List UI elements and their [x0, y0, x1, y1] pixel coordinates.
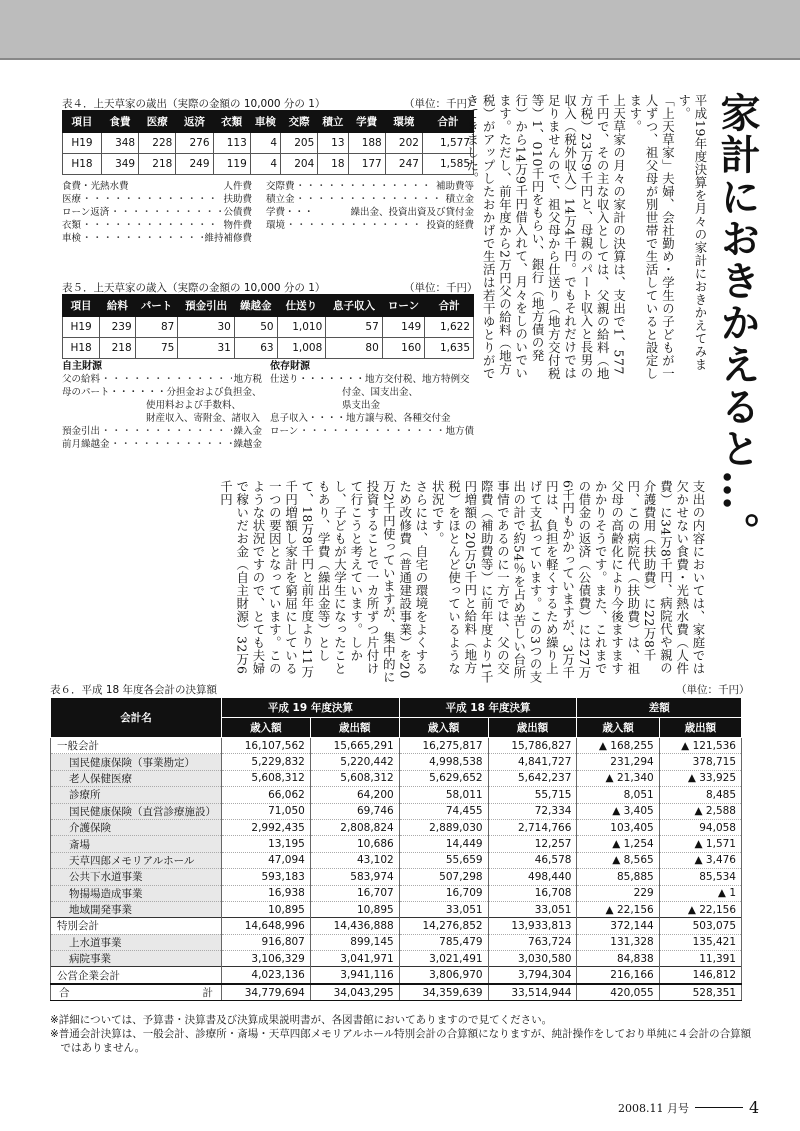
col-h18-revenue: 歳入額 [399, 718, 488, 738]
t4-header-cell: 医療 [139, 111, 176, 133]
table-cell: 1,585 [422, 154, 473, 175]
amount-cell: 10,686 [310, 836, 399, 852]
table-cell: 204 [281, 154, 318, 175]
amount-cell: 4,841,727 [488, 754, 577, 770]
t4-header-cell: 食費 [101, 111, 138, 133]
dependent-revenue-heading: 依存財源 [270, 361, 310, 372]
table-row [51, 738, 742, 754]
article-para-3: 上天草家の月々の家計の決算は、支出で1、577千円で、その主な収入としては、父親の給料（地方税）23万9千円と、母親のパート収入と長男の収入（税外収入）14万4千円。でもそれだけでは足りませんので、祖父母から仕送り（地方交付税等）1、010千円をもらい、銀行（地方債の発行）から14万9千円借入れて、月々をしのいでいます。ただし、前年度から2万円父の給料（地方税）がアップしたおかげで生活は若干ゆとりができてきました。 [464, 94, 627, 380]
amount-cell: 3,021,491 [399, 951, 488, 967]
amount-cell: 66,062 [222, 787, 311, 803]
amount-cell: 16,707 [310, 885, 399, 901]
col-group-diff: 差額 [577, 698, 742, 718]
amount-cell: 3,941,116 [310, 967, 399, 984]
leader-dots [101, 373, 232, 386]
table-row [51, 951, 742, 967]
legend-entry [62, 232, 252, 245]
table-row [63, 317, 474, 338]
table-cell: 1,010 [277, 317, 326, 338]
col-group-h18: 平成 18 年度決算 [399, 698, 577, 718]
leader-dots [296, 193, 445, 206]
table-row [51, 934, 742, 950]
table-cell: 218 [139, 154, 176, 175]
amount-cell: 2,889,030 [399, 819, 488, 835]
table-cell: 50 [234, 317, 277, 338]
legend-meaning: 公債費 [223, 207, 252, 218]
account-name: 介護保険 [51, 819, 222, 835]
account-name: 特別会計 [51, 918, 222, 934]
legend-continuation: 使用料および手数料、 [146, 400, 242, 411]
legend-entry [266, 219, 474, 232]
table-cell: 177 [348, 154, 385, 175]
amount-cell: ▲ 33,925 [659, 770, 741, 786]
leader-dots [111, 438, 233, 451]
t4-header-cell: 合計 [422, 111, 473, 133]
amount-cell: 4,023,136 [222, 967, 311, 984]
legend-term: 前月繰越金 [62, 439, 110, 450]
amount-cell: 14,449 [399, 836, 488, 852]
amount-cell: 916,807 [222, 934, 311, 950]
amount-cell: ▲ 2,588 [659, 803, 741, 819]
table-cell: 13 [318, 133, 348, 154]
amount-cell: ▲ 21,340 [577, 770, 659, 786]
legend-entry [62, 193, 252, 206]
expenditure-legend [62, 180, 474, 245]
amount-cell: 14,276,852 [399, 918, 488, 934]
amount-cell: 503,075 [659, 918, 741, 934]
amount-cell: 47,094 [222, 852, 311, 868]
legend-term: 衣類 [62, 220, 82, 231]
table-cell: 228 [139, 133, 176, 154]
legend-entry [266, 180, 474, 193]
account-name: 天草四郎メモリアルホール [51, 852, 222, 868]
table-row [51, 918, 742, 934]
table-cell: 30 [178, 317, 235, 338]
table-cell: 18 [318, 154, 348, 175]
amount-cell: 103,405 [577, 819, 659, 835]
footer-rule [695, 1107, 743, 1108]
legend-term: 預金引出 [62, 426, 101, 437]
total-amount: 34,779,694 [222, 984, 311, 1001]
legend-continuation: 付金、国支出金、 [342, 387, 419, 398]
table-cell: 276 [176, 133, 213, 154]
amount-cell: 55,659 [399, 852, 488, 868]
amount-cell: 46,578 [488, 852, 577, 868]
table-row [51, 787, 742, 803]
legend-entry [266, 193, 474, 206]
legend-term: 食費・光熱水費 [62, 181, 129, 192]
legend-term: 交際費 [266, 181, 295, 192]
amount-cell: 16,275,817 [399, 738, 488, 754]
t4-header-cell: 車検 [250, 111, 280, 133]
header-band [0, 0, 800, 58]
col-account-name: 会計名 [51, 698, 222, 738]
legend-entry [62, 438, 262, 451]
table-cell: 218 [100, 338, 136, 359]
table-cell: 113 [213, 133, 250, 154]
amount-cell: 14,648,996 [222, 918, 311, 934]
table-cell: 348 [101, 133, 138, 154]
t5-header-cell: 預金引出 [178, 295, 235, 317]
legend-line [62, 219, 474, 232]
table-row [51, 819, 742, 835]
amount-cell: 12,257 [488, 836, 577, 852]
amount-cell: ▲ 22,156 [659, 901, 741, 917]
footnote-1: ※詳細については、予算書・決算書及び決算成果説明書が、各図書館においてありますので見てください。 [50, 1014, 553, 1026]
legend-continuation: 財産収入、寄附金、諸収入 [146, 413, 261, 424]
amount-cell: 5,642,237 [488, 770, 577, 786]
total-amount: 420,055 [577, 984, 659, 1001]
amount-cell: 58,011 [399, 787, 488, 803]
account-name: 地域開発事業 [51, 901, 222, 917]
page-number: 4 [748, 1098, 760, 1117]
table-cell: 57 [326, 317, 383, 338]
table-cell: H19 [63, 317, 100, 338]
table-cell: 4 [250, 154, 280, 175]
leader-dots [82, 193, 222, 206]
amount-cell: 8,485 [659, 787, 741, 803]
amount-cell: 146,812 [659, 967, 741, 984]
legend-term: 積立金 [266, 194, 295, 205]
amount-cell: 5,629,652 [399, 770, 488, 786]
t5-header-cell: ローン [382, 295, 424, 317]
header-divider [0, 58, 800, 60]
amount-cell: 378,715 [659, 754, 741, 770]
total-label: 合 計 [51, 984, 222, 1001]
amount-cell: ▲ 3,476 [659, 852, 741, 868]
table-cell: 87 [135, 317, 178, 338]
account-name: 老人保健医療 [51, 770, 222, 786]
amount-cell: 2,714,766 [488, 819, 577, 835]
table-row [51, 852, 742, 868]
amount-cell: 2,992,435 [222, 819, 311, 835]
table-cell: 239 [100, 317, 136, 338]
amount-cell: 16,709 [399, 885, 488, 901]
table-cell: H18 [63, 338, 100, 359]
legend-entry [270, 425, 474, 438]
col-h19-revenue: 歳入額 [222, 718, 311, 738]
amount-cell: 5,608,312 [222, 770, 311, 786]
t4-header-cell: 返済 [176, 111, 213, 133]
table-cell: 31 [178, 338, 235, 359]
account-name: 物揚場造成事業 [51, 885, 222, 901]
amount-cell: 84,838 [577, 951, 659, 967]
amount-cell: 583,974 [310, 869, 399, 885]
t5-header-cell: 繰越金 [234, 295, 277, 317]
article-body-upper [464, 94, 708, 380]
legend-term: ローン返済 [62, 207, 110, 218]
amount-cell: 10,895 [222, 901, 311, 917]
legend-meaning: 繰入金 [233, 426, 262, 437]
amount-cell: 5,229,832 [222, 754, 311, 770]
legend-line [62, 193, 474, 206]
table-cell: 349 [101, 154, 138, 175]
account-name: 公営企業会計 [51, 967, 222, 984]
legend-term: 車検 [62, 233, 82, 244]
legend-entry [266, 206, 474, 219]
amount-cell: 85,534 [659, 869, 741, 885]
table-row [63, 154, 474, 175]
amount-cell: 10,895 [310, 901, 399, 917]
amount-cell: 3,794,304 [488, 967, 577, 984]
amount-cell: 131,328 [577, 934, 659, 950]
legend-meaning: 繰越金 [233, 439, 262, 450]
own-revenue-heading: 自主財源 [62, 361, 102, 372]
account-name: 国民健康保険（直営診療施設） [51, 803, 222, 819]
table4-unit: （単位：千円） [404, 98, 478, 110]
amount-cell: 2,808,824 [310, 819, 399, 835]
table-row [51, 770, 742, 786]
amount-cell: 33,051 [488, 901, 577, 917]
table-row [51, 836, 742, 852]
t4-header-cell: 交際 [281, 111, 318, 133]
table-cell: 75 [135, 338, 178, 359]
legend-line [62, 180, 474, 193]
col-diff-expenditure: 歳出額 [659, 718, 741, 738]
article-title: 家計におきかえると…。 [714, 92, 761, 554]
amount-cell: 71,050 [222, 803, 311, 819]
table-row [51, 803, 742, 819]
legend-term: 学費・・・ [266, 207, 314, 218]
table-cell: 249 [176, 154, 213, 175]
total-amount: 34,359,639 [399, 984, 488, 1001]
leader-dots [299, 425, 444, 438]
table4-caption: 表４．上天草家の歳出（実際の金額の 10,000 分の 1） [62, 98, 326, 110]
amount-cell: 43,102 [310, 852, 399, 868]
revenue-table [62, 294, 474, 359]
legend-entry [62, 206, 252, 219]
col-h18-expenditure: 歳出額 [488, 718, 577, 738]
table-row [51, 754, 742, 770]
t5-header-cell: 合計 [425, 295, 474, 317]
amount-cell: 498,440 [488, 869, 577, 885]
table6-caption: 表６．平成 18 年度各会計の決算額 [50, 684, 218, 696]
table-row [63, 338, 474, 359]
table-row [63, 133, 474, 154]
amount-cell: 4,998,538 [399, 754, 488, 770]
table-cell: 205 [281, 133, 318, 154]
account-name: 一般会計 [51, 738, 222, 754]
issue-label: 2008.11 月号 [618, 1101, 689, 1115]
t5-header-cell: パート [135, 295, 178, 317]
table-cell: 1,635 [425, 338, 474, 359]
legend-continuation: 県支出金 [342, 400, 381, 411]
page-footer [618, 1098, 759, 1117]
amount-cell: 74,455 [399, 803, 488, 819]
footnotes [50, 1013, 760, 1055]
amount-cell: 16,708 [488, 885, 577, 901]
legend-entry [62, 180, 252, 193]
legend-entry: 息子収入・・・・地方譲与税、各種交付金 [270, 413, 451, 424]
legend-entry [62, 425, 262, 438]
amount-cell: ▲ 1,571 [659, 836, 741, 852]
amount-cell: ▲ 121,536 [659, 738, 741, 754]
legend-meaning: 地方債 [445, 426, 474, 437]
amount-cell: ▲ 1 [659, 885, 741, 901]
amount-cell: 8,051 [577, 787, 659, 803]
amount-cell: 14,436,888 [310, 918, 399, 934]
legend-term: 環境 [266, 220, 286, 231]
amount-cell: ▲ 1,254 [577, 836, 659, 852]
t4-header-cell: 学費 [348, 111, 385, 133]
leader-dots [82, 219, 222, 232]
table-cell: H19 [63, 133, 102, 154]
amount-cell: 763,724 [488, 934, 577, 950]
amount-cell: 11,391 [659, 951, 741, 967]
t4-header-cell: 衣類 [213, 111, 250, 133]
legend-meaning: 地方税 [233, 374, 262, 385]
total-row [51, 984, 742, 1001]
total-amount: 34,043,295 [310, 984, 399, 1001]
leader-dots [82, 232, 203, 245]
table-cell: 160 [382, 338, 424, 359]
account-name: 斎場 [51, 836, 222, 852]
total-amount: 528,351 [659, 984, 741, 1001]
t5-header-cell: 給料 [100, 295, 136, 317]
legend-entry [266, 232, 474, 245]
amount-cell: ▲ 8,565 [577, 852, 659, 868]
article-para-5: さらには、自宅の環境をよくするため改修費（普通建設事業）を20万2千円使っていますが、集中的に投資することで一カ所ずつ片付けて行こうと考えています。しかし、子どもが大学生になったこともあり、学費（繰出金等）として、18万8千円と前年度より11万千円増額し家計を窮屈にしている一つの要因となっています。このような状況ですので、とても夫婦で稼いだお金（自主財源）32万6千円 [218, 480, 429, 684]
leader-dots [110, 206, 222, 219]
t4-header-cell: 環境 [385, 111, 422, 133]
account-name: 上水道事業 [51, 934, 222, 950]
amount-cell: 94,058 [659, 819, 741, 835]
legend-entry: 母のパート・・・・・・分担金および負担金、 [62, 387, 262, 398]
amount-cell: 3,806,970 [399, 967, 488, 984]
amount-cell: 55,715 [488, 787, 577, 803]
legend-meaning: 扶助費 [223, 194, 252, 205]
table6-unit: （単位：千円） [676, 684, 750, 696]
table-cell: 119 [213, 154, 250, 175]
legend-entry: 仕送り・・・・・・・地方交付税、地方特例交 [270, 374, 470, 385]
legend-meaning: 補助費等 [435, 181, 474, 192]
table-row [51, 901, 742, 917]
t4-header-cell: 積立 [318, 111, 348, 133]
amount-cell: 229 [577, 885, 659, 901]
amount-cell: 593,183 [222, 869, 311, 885]
amount-cell: 13,195 [222, 836, 311, 852]
amount-cell: 5,608,312 [310, 770, 399, 786]
table-row [51, 869, 742, 885]
legend-line [62, 232, 474, 245]
account-name: 病院事業 [51, 951, 222, 967]
amount-cell: 3,106,329 [222, 951, 311, 967]
amount-cell: 899,145 [310, 934, 399, 950]
legend-meaning: 投資的経費 [426, 220, 474, 231]
table-cell: 1,577 [422, 133, 473, 154]
total-amount: 33,514,944 [488, 984, 577, 1001]
table-cell: 1,622 [425, 317, 474, 338]
article-para-4: 支出の内容においては、家庭では欠かせない食費・光熱水費（人件費）に34万8千円、病院代や親の介護費用（扶助費）に22万8千円、この病院代（扶助費）は、祖父母の高齢化により今後ますますかかりそうです。また、これまでの借金の返済（公債費）には27万6千円もかかっていますが、3万千円は、負担を軽くするため繰り上げて支払っています。この3つの支出の計で約54％を占め苦しい台所事情であるのに一方では、父の交際費（補助費等）に前年度より1千円増額の20万5千円と給料（地方税）をほとんど使っているような状況です。 [430, 480, 706, 684]
amount-cell: 69,746 [310, 803, 399, 819]
table-cell: 80 [326, 338, 383, 359]
col-group-h19: 平成 19 年度決算 [222, 698, 400, 718]
amount-cell: 15,786,827 [488, 738, 577, 754]
legend-term: 医療 [62, 194, 82, 205]
t5-header-cell: 仕送り [277, 295, 326, 317]
amount-cell: 72,334 [488, 803, 577, 819]
account-name: 国民健康保険（事業勘定） [51, 754, 222, 770]
amount-cell: 85,885 [577, 869, 659, 885]
amount-cell: 3,030,580 [488, 951, 577, 967]
amount-cell: 5,220,442 [310, 754, 399, 770]
t5-header-cell: 項目 [63, 295, 100, 317]
amount-cell: 231,294 [577, 754, 659, 770]
table-cell: 149 [382, 317, 424, 338]
account-name: 公共下水道事業 [51, 869, 222, 885]
table-cell: H18 [63, 154, 102, 175]
table5-unit: （単位：千円） [404, 282, 478, 294]
amount-cell: 216,166 [577, 967, 659, 984]
legend-meaning: 人件費 [223, 181, 252, 192]
table-cell: 188 [348, 133, 385, 154]
amount-cell: 33,051 [399, 901, 488, 917]
legend-line [62, 206, 474, 219]
amount-cell: ▲ 3,405 [577, 803, 659, 819]
dependent-revenue-legend [270, 360, 474, 438]
accounts-settlement-table [50, 697, 742, 1001]
amount-cell: 13,933,813 [488, 918, 577, 934]
legend-term: 父の給料 [62, 374, 101, 385]
amount-cell: ▲ 168,255 [577, 738, 659, 754]
leader-dots [286, 219, 425, 232]
legend-meaning: 積立金 [445, 194, 474, 205]
leader-dots [101, 425, 232, 438]
amount-cell: 3,041,971 [310, 951, 399, 967]
amount-cell: 785,479 [399, 934, 488, 950]
t5-header-cell: 息子収入 [326, 295, 383, 317]
legend-entry [62, 219, 252, 232]
amount-cell: 16,938 [222, 885, 311, 901]
legend-meaning: 物件費 [223, 220, 252, 231]
table-cell: 63 [234, 338, 277, 359]
amount-cell: 135,421 [659, 934, 741, 950]
amount-cell: 507,298 [399, 869, 488, 885]
legend-meaning: 維持補修費 [204, 233, 252, 244]
amount-cell: 16,107,562 [222, 738, 311, 754]
amount-cell: 372,144 [577, 918, 659, 934]
account-name: 診療所 [51, 787, 222, 803]
table5-caption: 表５．上天草家の歳入（実際の金額の 10,000 分の 1） [62, 282, 326, 294]
article-body-lower [56, 480, 706, 684]
table-cell: 202 [385, 133, 422, 154]
article-para-1: 平成19年度決算を月々の家計におきかえてみます。 [676, 94, 708, 371]
legend-entry [62, 373, 262, 386]
t4-header-cell: 項目 [63, 111, 102, 133]
col-h19-expenditure: 歳出額 [310, 718, 399, 738]
table-cell: 247 [385, 154, 422, 175]
amount-cell: 15,665,291 [310, 738, 399, 754]
footnote-2: ※普通会計決算は、一般会計、診療所・斎場・天草四郎メモリアルホール特別会計の合算額になりますが、純計操作をしており単純に４会計の合算額ではありません。 [50, 1028, 752, 1054]
expenditure-table [62, 110, 474, 175]
leader-dots [296, 180, 435, 193]
own-revenue-legend [62, 360, 262, 451]
table-row [51, 967, 742, 984]
table-row [51, 885, 742, 901]
table-cell: 4 [250, 133, 280, 154]
amount-cell: ▲ 22,156 [577, 901, 659, 917]
legend-meaning: 繰出金、投資出資及び貸付金 [350, 207, 474, 218]
col-diff-revenue: 歳入額 [577, 718, 659, 738]
legend-term: ローン [270, 426, 299, 437]
table-cell: 1,008 [277, 338, 326, 359]
amount-cell: 64,200 [310, 787, 399, 803]
article-para-2: 「上天草家」夫婦、会社勤め・学生の子どもが一人ずつ、祖父母が別世帯で生活していると設定します。 [627, 94, 676, 380]
